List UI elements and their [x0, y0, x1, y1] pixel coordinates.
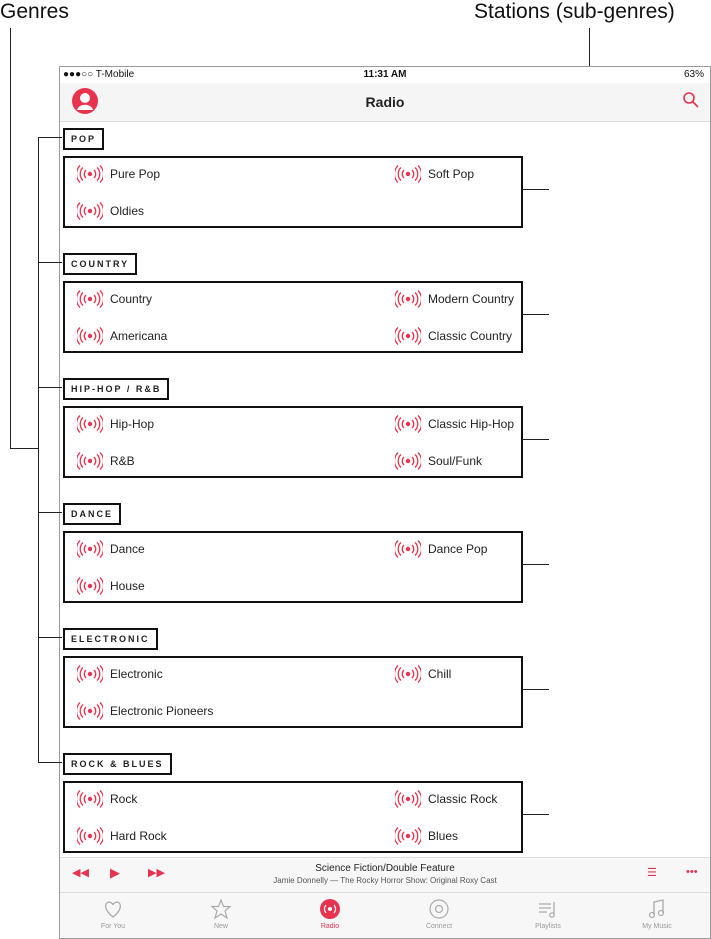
tab-connect[interactable]	[404, 897, 474, 930]
tab-for-you[interactable]	[78, 897, 148, 930]
radio-wave-icon	[77, 540, 103, 558]
station-item[interactable]	[395, 164, 474, 184]
station-group	[63, 156, 523, 228]
station-item[interactable]	[77, 576, 145, 596]
tab-label: Radio	[320, 923, 340, 930]
genre-connector-line	[38, 762, 62, 763]
station-label: Dance	[110, 542, 145, 556]
station-item[interactable]	[77, 664, 163, 684]
station-item[interactable]	[77, 539, 145, 559]
station-connector-line	[522, 814, 549, 815]
tab-playlists[interactable]	[513, 897, 583, 930]
genres-leader-line	[10, 28, 11, 448]
clock-label: 11:31 AM	[363, 69, 407, 80]
station-item[interactable]	[77, 451, 135, 471]
genre-connector-line	[38, 637, 62, 638]
station-item[interactable]	[395, 826, 458, 846]
tab-new[interactable]	[186, 897, 256, 930]
radio-wave-icon	[77, 790, 103, 808]
rewind-icon[interactable]: ◀◀	[72, 867, 89, 879]
play-icon[interactable]: ▶	[110, 865, 120, 880]
now-playing-title: Science Fiction/Double Feature	[315, 863, 455, 874]
station-label: Oldies	[110, 204, 145, 218]
station-label: Rock	[110, 792, 138, 806]
radio-wave-icon	[395, 790, 421, 808]
mini-player[interactable]	[60, 857, 710, 892]
station-item[interactable]	[395, 539, 487, 559]
station-label: Hip-Hop	[110, 417, 155, 431]
genre-header: COUNTRY	[63, 253, 137, 275]
radio-wave-icon	[77, 827, 103, 845]
radio-wave-icon	[77, 415, 103, 433]
carrier-label: ●●●○○ T-Mobile	[63, 69, 135, 80]
station-label: Electronic Pioneers	[110, 704, 214, 718]
station-label: Classic Hip-Hop	[428, 417, 515, 431]
station-label: Dance Pop	[428, 542, 488, 556]
station-label: Americana	[110, 329, 168, 343]
station-connector-line	[522, 439, 549, 440]
genre-header: DANCE	[63, 503, 121, 525]
genres-callout: Genres	[0, 0, 69, 23]
music-note-icon	[646, 897, 668, 921]
station-item[interactable]	[395, 326, 512, 346]
tab-radio[interactable]	[295, 897, 365, 930]
station-label: Chill	[428, 667, 452, 681]
genre-header: POP	[63, 128, 104, 150]
station-label: Classic Rock	[428, 792, 498, 806]
genre-header: ELECTRONIC	[63, 628, 158, 650]
star-icon	[210, 897, 232, 921]
radio-wave-icon	[77, 702, 103, 720]
genres-leader-line	[10, 448, 38, 449]
station-label: Soul/Funk	[428, 454, 483, 468]
more-options-icon[interactable]: •••	[686, 866, 698, 878]
stations-callout: Stations (sub-genres)	[474, 0, 675, 23]
station-connector-line	[522, 689, 549, 690]
radio-wave-icon	[395, 827, 421, 845]
station-item[interactable]	[77, 289, 152, 309]
battery-label: 63%	[683, 69, 704, 80]
radio-wave-icon	[77, 665, 103, 683]
now-playing-subtitle: Jamie Donnelly — The Rocky Horror Show: Original Roxy Cast	[273, 876, 497, 885]
radio-wave-icon	[395, 165, 421, 183]
station-connector-line	[522, 314, 549, 315]
radio-icon	[319, 897, 341, 921]
station-item[interactable]	[77, 789, 137, 809]
station-label: Hard Rock	[110, 829, 167, 843]
station-connector-line	[522, 564, 549, 565]
radio-wave-icon	[395, 665, 421, 683]
station-label: R&B	[110, 454, 135, 468]
navigation-bar	[60, 83, 710, 122]
genre-connector-line	[38, 262, 62, 263]
at-icon	[428, 897, 450, 921]
status-bar	[60, 67, 710, 83]
radio-wave-icon	[395, 290, 421, 308]
station-label: Pure Pop	[110, 167, 161, 181]
genre-connector-line	[38, 137, 62, 138]
radio-wave-icon	[77, 202, 103, 220]
station-item[interactable]	[77, 414, 154, 434]
station-item[interactable]	[77, 826, 167, 846]
tab-label: Connect	[425, 923, 453, 930]
page-title: Radio	[365, 94, 405, 110]
radio-wave-icon	[395, 540, 421, 558]
station-item[interactable]	[77, 201, 144, 221]
genre-header: ROCK & BLUES	[63, 753, 172, 775]
station-label: House	[110, 579, 145, 593]
station-item[interactable]	[395, 414, 514, 434]
tab-my-music[interactable]	[622, 897, 692, 930]
tab-label: New	[213, 923, 228, 930]
station-item[interactable]	[395, 451, 482, 471]
tab-bar	[60, 892, 710, 939]
genres-bracket-line	[38, 137, 39, 763]
radio-wave-icon	[395, 452, 421, 470]
radio-wave-icon	[77, 290, 103, 308]
station-item[interactable]	[77, 164, 160, 184]
station-label: Soft Pop	[428, 167, 475, 181]
station-label: Electronic	[110, 667, 163, 681]
station-label: Blues	[428, 829, 459, 843]
radio-wave-icon	[77, 327, 103, 345]
station-item[interactable]	[395, 289, 514, 309]
radio-wave-icon	[77, 577, 103, 595]
radio-wave-icon	[395, 327, 421, 345]
tab-label: Playlists	[535, 923, 561, 930]
radio-wave-icon	[395, 415, 421, 433]
station-group	[63, 281, 523, 353]
station-item[interactable]	[77, 701, 213, 721]
radio-wave-icon	[77, 165, 103, 183]
search-icon[interactable]	[682, 91, 700, 109]
genre-header: HIP-HOP / R&B	[63, 378, 169, 400]
genre-connector-line	[38, 512, 62, 513]
station-group	[63, 406, 523, 478]
ipad-screen	[59, 66, 711, 939]
genre-connector-line	[38, 387, 62, 388]
up-next-list-icon[interactable]: ☰	[647, 867, 657, 879]
station-group	[63, 781, 523, 853]
station-connector-line	[522, 189, 549, 190]
station-item[interactable]	[77, 326, 167, 346]
heart-icon	[102, 897, 124, 921]
station-item[interactable]	[395, 789, 497, 809]
station-label: Modern Country	[428, 292, 515, 306]
station-item[interactable]	[395, 664, 451, 684]
tab-label: My Music	[642, 923, 672, 930]
station-group	[63, 531, 523, 603]
radio-wave-icon	[77, 452, 103, 470]
station-label: Classic Country	[428, 329, 513, 343]
fast-forward-icon[interactable]: ▶▶	[148, 867, 165, 879]
playlist-icon	[537, 897, 559, 921]
station-label: Country	[110, 292, 153, 306]
tab-label: For You	[100, 923, 126, 930]
station-group	[63, 656, 523, 728]
